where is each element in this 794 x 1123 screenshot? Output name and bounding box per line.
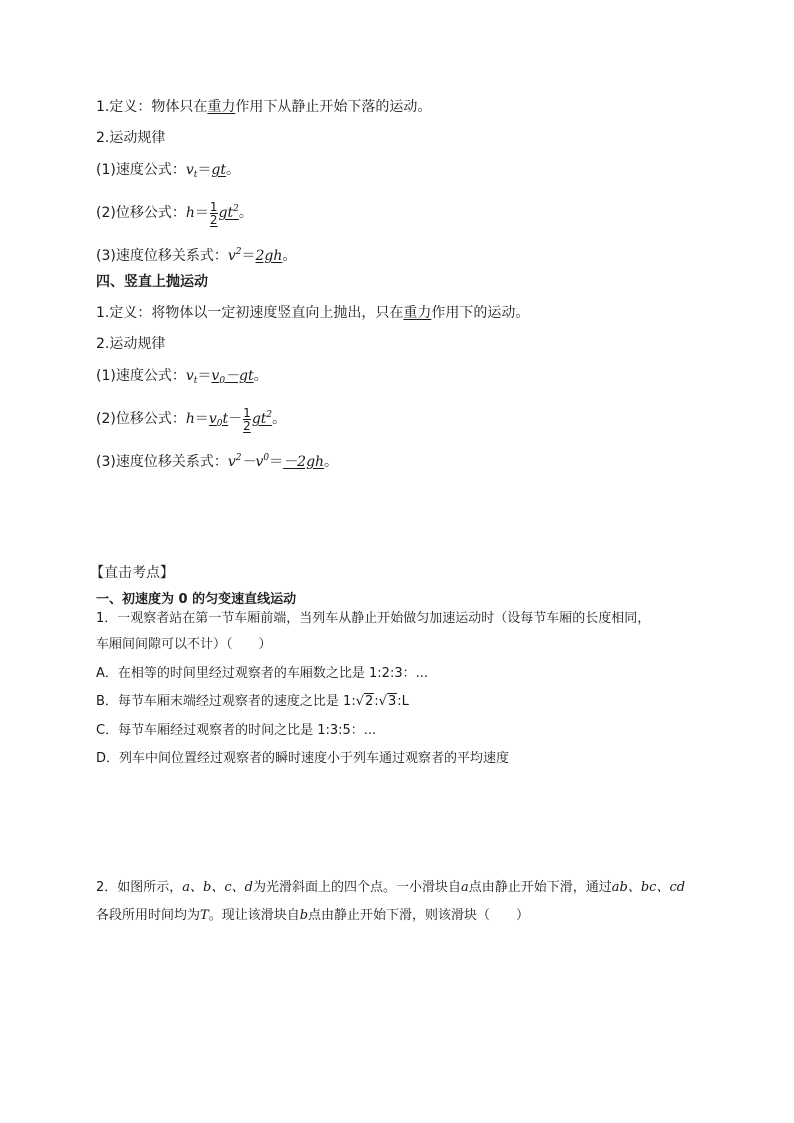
- formula-lhs: $v_t$: [185, 368, 198, 386]
- q2-text: 为光滑斜面上的四个点。一小滑块自: [252, 880, 461, 895]
- vertical-up-velocity-displacement: (3)速度位移关系式：$v^2-v^0=-2gh$。: [96, 453, 339, 470]
- q1-option-c: C．每节车厢经过观察者的时间之比是 1:3:5：...: [96, 723, 377, 738]
- q1-option-b: [96, 692, 409, 712]
- fraction-num: 1: [243, 405, 251, 420]
- def-answer: 重力: [207, 99, 236, 115]
- section-heading: 四、竖直上抛运动: [96, 274, 208, 290]
- vertical-up-definition: [96, 303, 529, 323]
- formula-lhs: $v^2$: [227, 247, 242, 264]
- formula-label: (2)位移公式：: [96, 205, 186, 221]
- exam-section-heading: 一、初速度为 0 的匀变速直线运动: [96, 592, 297, 607]
- free-fall-velocity-formula: (1)速度公式：$v_t=gt$。: [96, 162, 240, 180]
- q2-stem-line1: [96, 878, 685, 898]
- formula-label: (1)速度公式：: [96, 368, 186, 384]
- q2-stem-line2: [96, 906, 529, 926]
- def-text: 1.定义：物体只在: [96, 99, 208, 115]
- free-fall-definition: [96, 97, 431, 117]
- formula-answer: $v_0-gt$: [211, 368, 254, 386]
- def-text-tail: 作用下从静止开始下落的运动。: [235, 99, 432, 115]
- q2-point: a: [460, 880, 469, 895]
- formula-label: (1)速度公式：: [96, 162, 186, 178]
- formula-answer-tail: $gt^2$: [251, 410, 273, 427]
- q2-text: 。现让该滑块自: [208, 908, 300, 923]
- free-fall-displacement-formula: (2)位移公式：h＝ $\frac{1}{2}$ $gt^2$。: [96, 199, 253, 227]
- q2-points: a、b、c、d: [182, 880, 253, 895]
- formula-label: (3)速度位移关系式：: [96, 454, 228, 470]
- formula-lhs: h: [185, 205, 195, 221]
- formula-answer: gt: [211, 162, 226, 178]
- q1-option-d: D．列车中间位置经过观察者的瞬时速度小于列车通过观察者的平均速度: [96, 751, 510, 766]
- q2-period: T: [200, 908, 209, 923]
- fraction: [243, 407, 251, 432]
- vertical-up-velocity-formula: (1)速度公式：$v_t=v_0-gt$。: [96, 368, 268, 386]
- q1-option-a: A．在相等的时间里经过观察者的车厢数之比是 1:2:3：...: [96, 666, 428, 681]
- free-fall-rules-title: 2.运动规律: [96, 130, 166, 146]
- fraction-den: 2: [209, 212, 218, 227]
- vertical-up-displacement-formula: (2)位移公式：$h=v_0t-$ $\frac{1}{2}$ $gt^2$。: [96, 405, 287, 433]
- q2-text: 2．如图所示，: [96, 880, 183, 895]
- formula-answer: $v_0t$: [208, 411, 229, 429]
- free-fall-velocity-displacement: (3)速度位移关系式：$v^2=2gh$。: [96, 247, 297, 264]
- q2-text: 点由静止开始下滑，通过: [468, 880, 612, 895]
- sqrt-2: √2: [355, 694, 374, 709]
- fraction-num: 1: [209, 199, 218, 214]
- vertical-up-rules-title: 2.运动规律: [96, 336, 166, 352]
- option-text: B．每节车厢末端经过观察者的速度之比是 1:: [96, 694, 356, 709]
- option-sep: :: [374, 694, 379, 709]
- fraction-den: 2: [243, 418, 251, 433]
- q2-text: 各段所用时间均为: [96, 908, 201, 923]
- q2-segments: ab、bc、cd: [611, 880, 686, 895]
- formula-answer: $gt^2$: [218, 204, 239, 221]
- formula-answer: 2gh: [255, 248, 283, 264]
- def-answer: 重力: [403, 305, 432, 321]
- formula-lhs: h: [185, 411, 195, 427]
- def-text: 1.定义：将物体以一定初速度竖直向上抛出，只在: [96, 305, 404, 321]
- exam-title: 【直击考点】: [90, 565, 174, 581]
- formula-label: (2)位移公式：: [96, 411, 186, 427]
- q2-point: b: [299, 908, 309, 923]
- def-text-tail: 作用下的运动。: [431, 305, 530, 321]
- q1-stem-line1: 1．一观察者站在第一节车厢前端，当列车从静止开始做匀加速运动时（设每节车厢的长度相同，: [96, 611, 651, 626]
- fraction: [210, 201, 218, 226]
- q1-stem-line2: 车厢间间隙可以不计）（ ）: [96, 637, 272, 652]
- formula-answer: －2gh: [283, 454, 325, 470]
- formula-lhs: $v^2-v^0$: [227, 453, 270, 470]
- option-tail: :L: [397, 694, 409, 709]
- sqrt-3: √3: [378, 694, 397, 709]
- formula-label: (3)速度位移关系式：: [96, 248, 228, 264]
- q2-text: 点由静止开始下滑，则该滑块（ ）: [308, 908, 530, 923]
- formula-lhs: $v_t$: [185, 162, 198, 180]
